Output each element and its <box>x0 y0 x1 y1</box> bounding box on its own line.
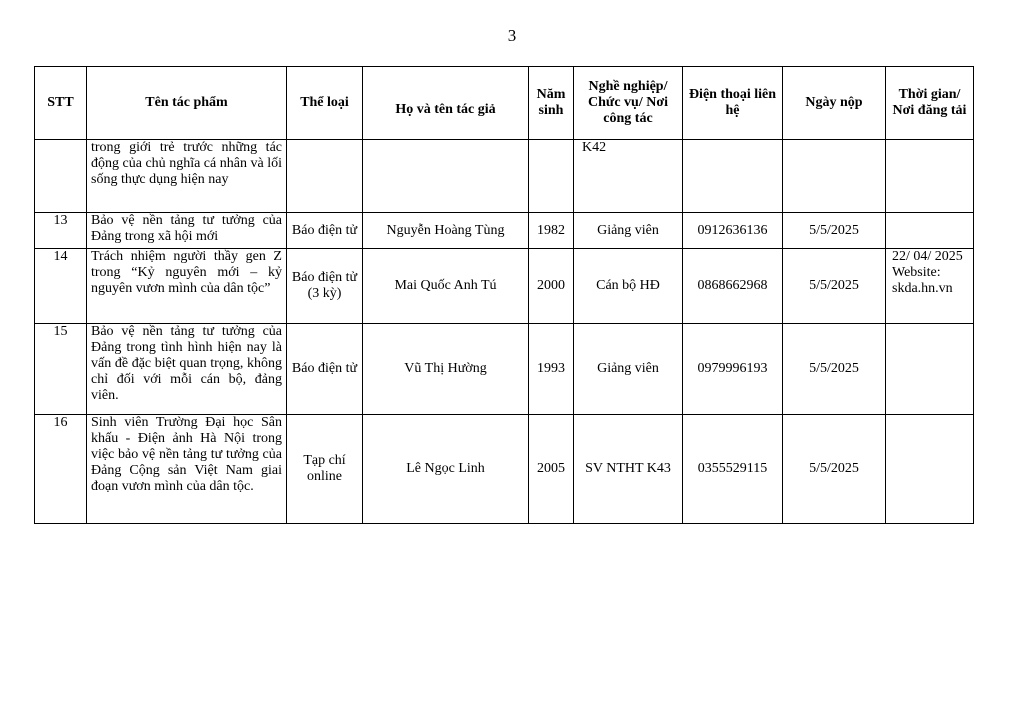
cell-occupation: Giảng viên <box>574 213 683 249</box>
cell-phone: 0979996193 <box>683 324 783 415</box>
header-genre: Thể loại <box>287 67 363 140</box>
cell-occupation: Giảng viên <box>574 324 683 415</box>
cell-stt: 16 <box>35 415 87 524</box>
cell-title: trong giới trẻ trước những tác động của chủ nghĩa cá nhân và lối sống thực dụng hiện nay <box>87 140 287 213</box>
cell-title: Bảo vệ nền tảng tư tưởng của Đảng trong tình hình hiện nay là vấn đề đặc biệt quan trọng, không chỉ đối với mỗi cán bộ, đảng viên. <box>87 324 287 415</box>
header-occupation: Nghề nghiệp/ Chức vụ/ Nơi công tác <box>574 67 683 140</box>
cell-genre: Báo điện tử (3 kỳ) <box>287 249 363 324</box>
table-row <box>35 213 974 249</box>
cell-birth-year: 2000 <box>529 249 574 324</box>
table-row <box>35 415 974 524</box>
cell-stt: 13 <box>35 213 87 249</box>
cell-birth-year <box>529 140 574 213</box>
cell-title: Trách nhiệm người thầy gen Z trong “Kỷ nguyên mới – kỷ nguyên vươn mình của dân tộc” <box>87 249 287 324</box>
cell-submit-date: 5/5/2025 <box>783 249 886 324</box>
header-submit-date: Ngày nộp <box>783 67 886 140</box>
cell-author: Mai Quốc Anh Tú <box>363 249 529 324</box>
table-row <box>35 324 974 415</box>
cell-author <box>363 140 529 213</box>
cell-submit-date: 5/5/2025 <box>783 415 886 524</box>
table-header-row <box>35 67 974 140</box>
header-title: Tên tác phẩm <box>87 67 287 140</box>
cell-submit-date <box>783 140 886 213</box>
cell-occupation: Cán bộ HĐ <box>574 249 683 324</box>
header-phone: Điện thoại liên hệ <box>683 67 783 140</box>
cell-stt: 14 <box>35 249 87 324</box>
cell-phone <box>683 140 783 213</box>
cell-occupation: SV NTHT K43 <box>574 415 683 524</box>
header-published: Thời gian/ Nơi đăng tải <box>886 67 974 140</box>
cell-phone: 0355529115 <box>683 415 783 524</box>
cell-genre <box>287 140 363 213</box>
cell-submit-date: 5/5/2025 <box>783 213 886 249</box>
table-row <box>35 249 974 324</box>
cell-stt: 15 <box>35 324 87 415</box>
cell-author: Vũ Thị Hường <box>363 324 529 415</box>
cell-birth-year: 1982 <box>529 213 574 249</box>
cell-submit-date: 5/5/2025 <box>783 324 886 415</box>
cell-genre: Báo điện tử <box>287 213 363 249</box>
cell-author: Nguyễn Hoàng Tùng <box>363 213 529 249</box>
page-number: 3 <box>507 26 517 45</box>
cell-published: 22/ 04/ 2025 Website: skda.hn.vn <box>886 249 974 324</box>
cell-published <box>886 324 974 415</box>
cell-author: Lê Ngọc Linh <box>363 415 529 524</box>
cell-birth-year: 2005 <box>529 415 574 524</box>
cell-occupation: K42 <box>574 140 683 213</box>
cell-title: Bảo vệ nền tảng tư tưởng của Đảng trong xã hội mới <box>87 213 287 249</box>
table-row <box>35 140 974 213</box>
cell-published <box>886 415 974 524</box>
cell-published <box>886 140 974 213</box>
cell-phone: 0912636136 <box>683 213 783 249</box>
cell-phone: 0868662968 <box>683 249 783 324</box>
header-birth-year: Năm sinh <box>529 67 574 140</box>
cell-published <box>886 213 974 249</box>
submissions-table <box>34 66 974 524</box>
cell-birth-year: 1993 <box>529 324 574 415</box>
header-author: Họ và tên tác giả <box>363 67 529 140</box>
cell-genre: Tạp chí online <box>287 415 363 524</box>
cell-stt <box>35 140 87 213</box>
header-stt: STT <box>35 67 87 140</box>
cell-genre: Báo điện tử <box>287 324 363 415</box>
cell-title: Sinh viên Trường Đại học Sân khấu - Điện ảnh Hà Nội trong việc bảo vệ nền tảng tư tưởng của Đảng Cộng sản Việt Nam giai đoạn vươn mình của dân tộc. <box>87 415 287 524</box>
